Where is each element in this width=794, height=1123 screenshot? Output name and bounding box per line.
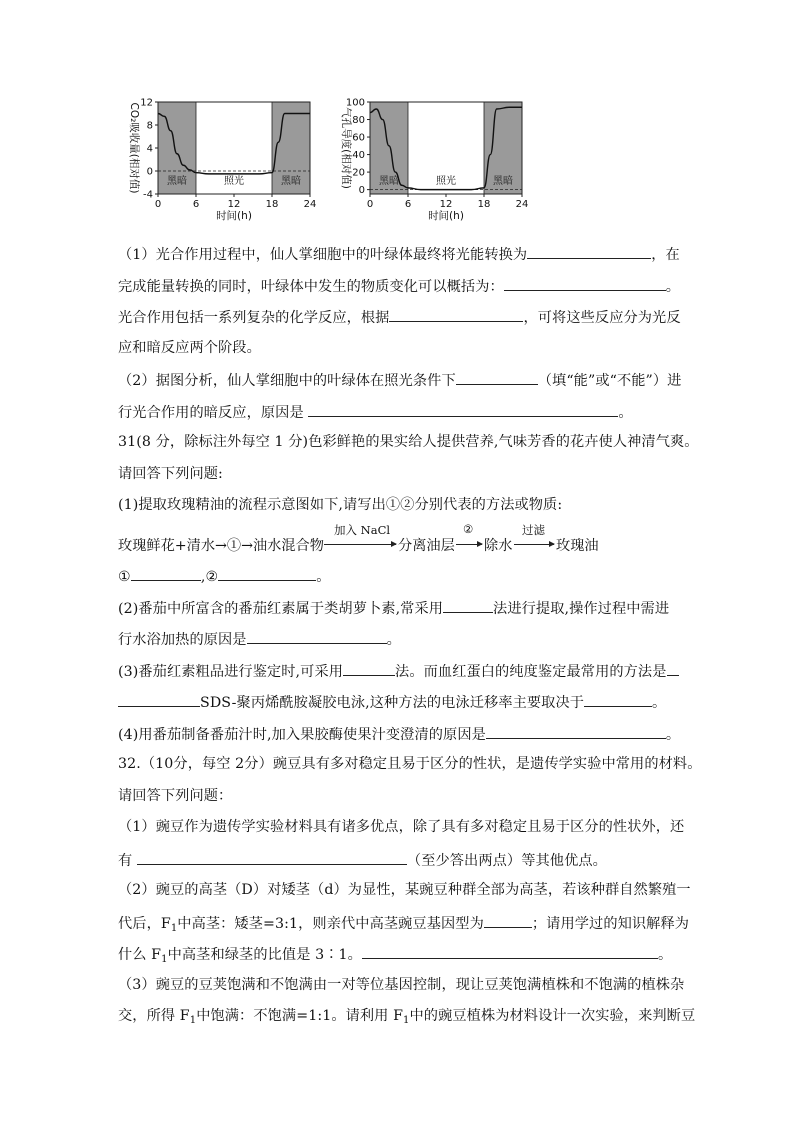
q32-part3-line-1: （3）豌豆的豆荚饱满和不饱满由一对等位基因控制，现让豆荚饱满植株和不饱满的植株杂 [118, 977, 685, 993]
q31-part2-line-2: 行水浴加热的原因是 。 [118, 628, 698, 650]
region-label: 黑暗 [167, 176, 187, 187]
y-tick-label: 40 [352, 150, 365, 162]
q1-line-4: 应和暗反应两个阶段。 [118, 340, 261, 356]
q32-part3-line-2: 交，所得 $F_1$中饱满：不饱满=1:1。请利用 $F_1$中的豌豆植株为材料设计一次实验，来判断豆 [118, 1008, 696, 1026]
y-tick-label: 60 [352, 132, 365, 144]
q32-header: 32.（10分，每空 2分）豌豆具有多对稳定且易于区分的性状，是遗传学实验中常用的材料。 [118, 756, 702, 772]
rose-oil-flowchart [118, 522, 678, 562]
answer-blank[interactable] [343, 660, 395, 676]
answer-blank[interactable] [667, 660, 679, 676]
q31-part3-line-1: (3)番茄红素粗品进行鉴定时,可采用 法。而血红蛋白的纯度鉴定最常用的方法是 [118, 660, 698, 682]
y-tick-label: 0 [358, 185, 365, 197]
answer-blank[interactable] [362, 943, 658, 959]
answer-blank[interactable] [484, 912, 532, 928]
x-tick-label: 24 [515, 199, 529, 210]
x-tick-label: 18 [477, 199, 491, 210]
y-tick-label: 12 [140, 97, 153, 109]
region-label: 照光 [436, 176, 456, 187]
region-label: 黑暗 [379, 176, 399, 187]
flow-arrow-3 [514, 544, 554, 545]
y-tick-label: -4 [143, 189, 153, 201]
flow-arrow-1 [324, 544, 396, 545]
co2-chart [128, 98, 316, 223]
flow-step-2: 分离油层 [398, 538, 455, 554]
x-tick-label: 0 [154, 199, 162, 210]
flow-arrow-2 [456, 544, 482, 545]
x-tick-label: 6 [404, 199, 412, 210]
y-tick-label: 4 [146, 143, 153, 155]
answer-blank[interactable] [486, 723, 666, 739]
x-axis-label: 时间(h) [216, 210, 252, 222]
flow-arrow-label-3: 过滤 [522, 523, 545, 537]
region-label: 黑暗 [281, 176, 301, 187]
y-tick-label: 80 [352, 115, 365, 127]
y-tick-label: 8 [146, 120, 153, 132]
answer-blank-1[interactable] [131, 565, 201, 581]
q32-part1-line-1: （1）豌豆作为遗传学实验材料具有诸多优点，除了具有多对稳定且易于区分的性状外，还 [118, 819, 685, 835]
x-tick-label: 6 [192, 199, 200, 210]
q2-line-1: （2）据图分析，仙人掌细胞中的叶绿体在照光条件下 （填“能”或“不能”）进 [118, 369, 698, 391]
q32-prompt: 请回答下列问题： [118, 788, 233, 804]
q31-part2-line-1: (2)番茄中所富含的番茄红素属于类胡萝卜素,常采用 法进行提取,操作过程中需进 [118, 597, 698, 619]
y-tick-label: 20 [352, 167, 365, 179]
answer-blank[interactable] [443, 597, 493, 613]
flow-step-1: 玫瑰鲜花+清水→①→油水混合物 [118, 538, 324, 554]
q31-prompt: 请回答下列问题: [118, 466, 223, 482]
q32-part1-line-2: 有 （至少答出两点）等其他优点。 [118, 849, 698, 871]
q32-part2-line-1: （2）豌豆的高茎（D）对矮茎（d）为显性，某豌豆种群全部为高茎，若该种群自然繁殖一 [118, 882, 691, 898]
q1-line-1: （1）光合作用过程中，仙人掌细胞中的叶绿体最终将光能转换为 ，在 [118, 243, 698, 265]
q31-part4: (4)用番茄制备番茄汁时,加入果胶酶使果汁变澄清的原因是 。 [118, 723, 698, 745]
x-tick-label: 12 [439, 199, 453, 210]
answer-blank[interactable] [247, 628, 387, 644]
answer-blank[interactable] [137, 849, 407, 865]
region-label: 照光 [224, 176, 244, 187]
stomata-chart [340, 98, 528, 223]
answer-blank[interactable] [504, 275, 666, 291]
answer-blank[interactable] [527, 243, 651, 259]
flow-step-3: 除水 [484, 538, 513, 554]
answer-blank[interactable] [456, 369, 538, 385]
answer-blank[interactable] [584, 691, 652, 707]
region-label: 黑暗 [493, 176, 513, 187]
answer-blank[interactable] [389, 306, 523, 322]
x-tick-label: 12 [227, 199, 241, 210]
flow-step-4: 玫瑰油 [556, 538, 599, 554]
answer-blank[interactable] [308, 401, 618, 417]
flow-arrow-label-1: 加入 NaCl [334, 523, 391, 537]
answer-blank[interactable] [118, 691, 200, 707]
q32-part2-line-2: 代后，$F_1$中高茎：矮茎=3:1，则亲代中高茎豌豆基因型为 ；请用学过的知识解释为 [118, 912, 698, 939]
x-axis-label: 时间(h) [428, 210, 464, 222]
y-tick-label: 0 [146, 166, 153, 178]
x-tick-label: 24 [303, 199, 317, 210]
flow-arrow-label-2: ② [463, 522, 474, 536]
y-tick-label: 100 [345, 97, 365, 109]
q2-line-2: 行光合作用的暗反应，原因是 。 [118, 401, 698, 423]
x-tick-label: 18 [265, 199, 279, 210]
x-tick-label: 0 [366, 199, 374, 210]
q31-header: 31(8 分，除标注外每空 1 分)色彩鲜艳的果实给人提供营养,气味芳香的花卉使人神清气爽。 [118, 434, 699, 450]
y-axis-label: 气孔导度(相对值) [340, 107, 352, 189]
q31-blanks: ① ,② 。 [118, 565, 698, 587]
figure-charts [110, 92, 560, 222]
q1-line-2: 完成能量转换的同时，叶绿体中发生的物质变化可以概括为： 。 [118, 275, 698, 297]
q1-line-3: 光合作用包括一系列复杂的化学反应，根据 ，可将这些反应分为光反 [118, 306, 698, 328]
q31-part3-line-2: SDS-聚丙烯酰胺凝胶电泳,这种方法的电泳迁移率主要取决于 。 [118, 691, 698, 713]
q31-part1: (1)提取玫瑰精油的流程示意图如下,请写出①②分别代表的方法或物质: [118, 497, 563, 513]
answer-blank-2[interactable] [218, 565, 316, 581]
y-axis-label: CO₂吸收量(相对值) [128, 102, 140, 194]
q32-part2-line-3: 什么 $F_1$中高茎和绿茎的比值是 3∶1。 。 [118, 943, 698, 970]
